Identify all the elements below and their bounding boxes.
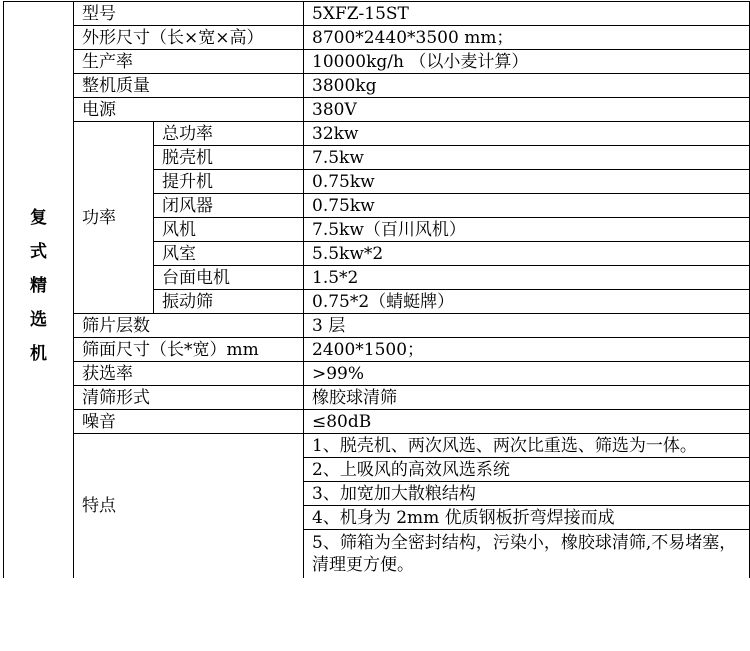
row-value: 3 层 <box>304 314 750 338</box>
row-value: 5.5kw*2 <box>304 242 750 266</box>
row-label: 风室 <box>154 242 304 266</box>
row-value: ≤80dB <box>304 410 750 434</box>
row-label: 外形尺寸（长×宽×高） <box>74 26 304 50</box>
category-char: 精 <box>30 276 47 296</box>
feature-item: 5、筛箱为全密封结构，污染小，橡胶球清筛,不易堵塞，清理更方便。 <box>304 530 750 579</box>
category-char: 选 <box>30 310 47 330</box>
table-row <box>4 338 750 362</box>
table-row <box>4 122 750 146</box>
features-group-label: 特点 <box>74 434 304 579</box>
power-group-label: 功率 <box>74 122 154 314</box>
row-value: 0.75kw <box>304 194 750 218</box>
row-label: 电源 <box>74 98 304 122</box>
row-value: >99% <box>304 362 750 386</box>
row-label: 闭风器 <box>154 194 304 218</box>
row-label: 筛片层数 <box>74 314 304 338</box>
table-row <box>4 98 750 122</box>
row-label: 噪音 <box>74 410 304 434</box>
feature-item: 2、上吸风的高效风选系统 <box>304 458 750 482</box>
category-char: 复 <box>30 208 47 228</box>
row-label: 清筛形式 <box>74 386 304 410</box>
row-value: 5XFZ-15ST <box>304 2 750 26</box>
row-label: 生产率 <box>74 50 304 74</box>
category-char: 机 <box>30 344 47 364</box>
row-label: 脱壳机 <box>154 146 304 170</box>
row-value: 0.75*2（蜻蜓牌） <box>304 290 750 314</box>
row-label: 台面电机 <box>154 266 304 290</box>
row-value: 2400*1500； <box>304 338 750 362</box>
row-label: 总功率 <box>154 122 304 146</box>
table-row <box>4 386 750 410</box>
row-label: 提升机 <box>154 170 304 194</box>
table-row <box>4 410 750 434</box>
row-label: 筛面尺寸（长*宽）mm <box>74 338 304 362</box>
row-value: 380V <box>304 98 750 122</box>
row-label: 风机 <box>154 218 304 242</box>
row-value: 7.5kw（百川风机） <box>304 218 750 242</box>
row-value: 橡胶球清筛 <box>304 386 750 410</box>
row-label: 获选率 <box>74 362 304 386</box>
table-row <box>4 362 750 386</box>
row-label: 整机质量 <box>74 74 304 98</box>
row-value: 7.5kw <box>304 146 750 170</box>
table-row <box>4 2 750 26</box>
table-row <box>4 314 750 338</box>
row-value: 32kw <box>304 122 750 146</box>
row-value: 3800kg <box>304 74 750 98</box>
table-row <box>4 434 750 458</box>
row-value: 1.5*2 <box>304 266 750 290</box>
table-row <box>4 74 750 98</box>
row-value: 10000kg/h （以小麦计算） <box>304 50 750 74</box>
feature-item: 3、加宽加大散粮结构 <box>304 482 750 506</box>
row-value: 8700*2440*3500 mm； <box>304 26 750 50</box>
feature-item: 4、机身为 2mm 优质钢板折弯焊接而成 <box>304 506 750 530</box>
table-row <box>4 26 750 50</box>
category-cell <box>4 2 74 579</box>
row-label: 型号 <box>74 2 304 26</box>
spec-table <box>3 1 750 578</box>
feature-item: 1、脱壳机、两次风选、两次比重选、筛选为一体。 <box>304 434 750 458</box>
table-row <box>4 50 750 74</box>
row-value: 0.75kw <box>304 170 750 194</box>
row-label: 振动筛 <box>154 290 304 314</box>
category-char: 式 <box>30 242 47 262</box>
